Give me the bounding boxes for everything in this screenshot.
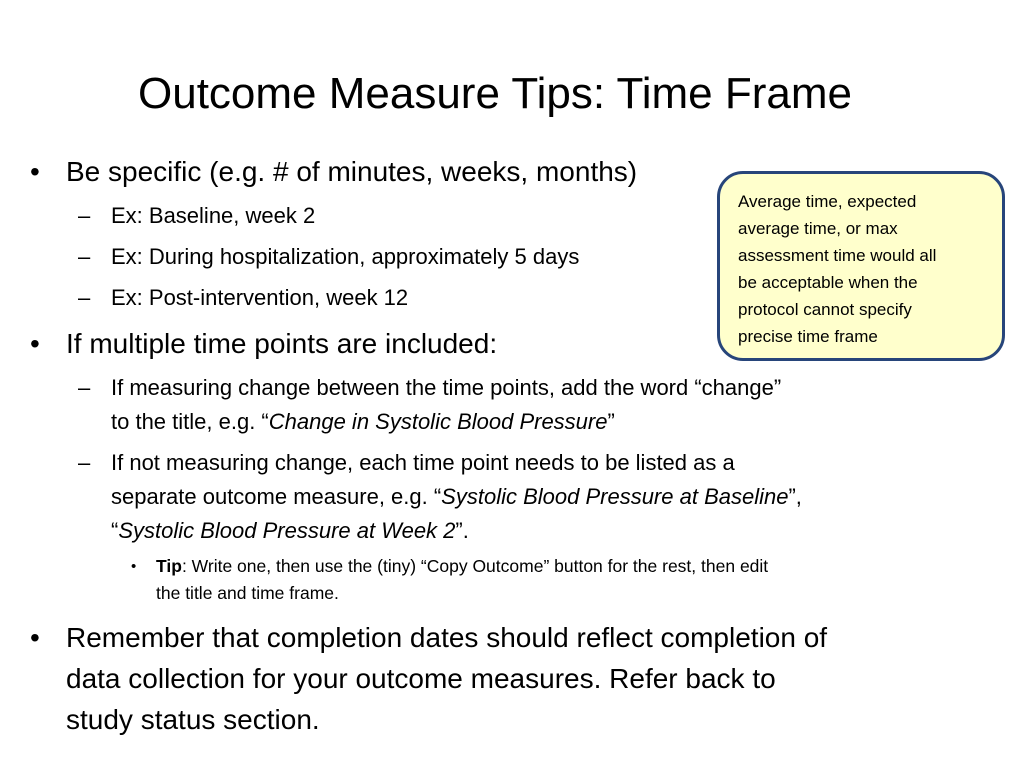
callout-line: Average time, expected	[738, 192, 917, 211]
callout-line: assessment time would all	[738, 246, 937, 265]
text-suffix: ”	[607, 409, 615, 434]
small-bullet-marker: •	[131, 558, 137, 575]
text-suffix: ”,	[788, 484, 802, 509]
example-title-baseline: Systolic Blood Pressure at Baseline	[441, 484, 789, 509]
not-measuring-line1: If not measuring change, each time point needs to be listed as a	[111, 450, 735, 475]
dash-marker: –	[78, 450, 91, 475]
bullet-marker: •	[30, 156, 40, 187]
sub-bullet-post-intervention: Ex: Post-intervention, week 12	[111, 285, 409, 310]
time-frame-callout-box	[717, 171, 1005, 361]
text-suffix: ”.	[455, 518, 469, 543]
text-prefix: separate outcome measure, e.g. “	[111, 484, 442, 509]
bullet-marker: •	[30, 328, 40, 359]
measuring-change-line2	[111, 405, 931, 439]
tip-line2: the title and time frame.	[156, 583, 339, 603]
slide-title: Outcome Measure Tips: Time Frame	[138, 69, 852, 118]
dash-marker: –	[78, 285, 91, 310]
bullet-multiple-time-points: If multiple time points are included:	[66, 328, 498, 359]
text-prefix: “	[111, 518, 119, 543]
dash-marker: –	[78, 375, 91, 400]
measuring-change-line1: If measuring change between the time points, add the word “change”	[111, 375, 782, 400]
dash-marker: –	[78, 244, 91, 269]
callout-line: average time, or max	[738, 219, 898, 238]
dash-marker: –	[78, 203, 91, 228]
completion-line1: Remember that completion dates should reflect completion of	[66, 622, 828, 653]
example-title-change: Change in Systolic Blood Pressure	[268, 409, 608, 434]
completion-line3: study status section.	[66, 704, 320, 735]
sub-bullet-measuring-change	[111, 371, 931, 439]
not-measuring-line3	[111, 514, 931, 548]
callout-line: protocol cannot specify	[738, 300, 912, 319]
example-title-week2: Systolic Blood Pressure at Week 2	[118, 518, 456, 543]
completion-line2: data collection for your outcome measures. Refer back to	[66, 663, 776, 694]
tip-text: : Write one, then use the (tiny) “Copy Outcome” button for the rest, then edit	[181, 556, 769, 576]
sub-bullet-baseline: Ex: Baseline, week 2	[111, 203, 316, 228]
bullet-marker: •	[30, 622, 40, 653]
tip-line1	[156, 553, 926, 580]
bullet-completion-dates	[66, 617, 946, 740]
tip-label: Tip	[156, 556, 182, 576]
sub-bullet-not-measuring-change	[111, 446, 931, 548]
callout-line: precise time frame	[738, 327, 878, 346]
not-measuring-line2	[111, 480, 931, 514]
text-prefix: to the title, e.g. “	[111, 409, 269, 434]
tip-note	[156, 553, 926, 607]
sub-bullet-hospitalization: Ex: During hospitalization, approximately 5 days	[111, 244, 580, 269]
callout-line: be acceptable when the	[738, 273, 918, 292]
bullet-be-specific: Be specific (e.g. # of minutes, weeks, months)	[66, 156, 638, 187]
